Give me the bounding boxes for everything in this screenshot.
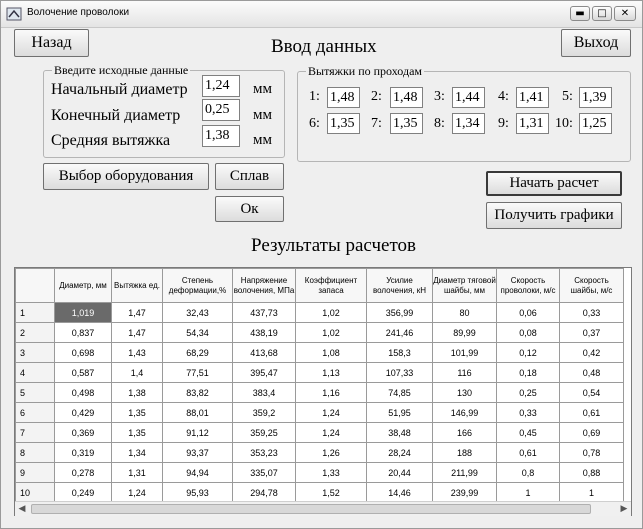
table-cell[interactable]: 211,99: [433, 463, 497, 483]
scroll-right-icon[interactable]: ▶: [620, 504, 628, 514]
final-diameter-label: Конечный диаметр: [51, 107, 181, 124]
pass-2-input[interactable]: 1,48: [390, 87, 423, 108]
minimize-button[interactable]: [570, 6, 590, 21]
table-cell[interactable]: 359,2: [233, 403, 296, 423]
horizontal-scrollbar[interactable]: [15, 501, 631, 516]
ok-button[interactable]: Ок: [215, 196, 284, 222]
pass-2-label: 2:: [371, 89, 382, 104]
pass-5-input[interactable]: 1,39: [579, 87, 612, 108]
input-heading: Ввод данных: [271, 36, 377, 57]
row-header-cell[interactable]: 9: [16, 463, 55, 483]
column-header[interactable]: Диаметр тяговой шайбы, мм: [433, 269, 497, 303]
table-cell[interactable]: 0,249: [55, 483, 112, 503]
table-cell[interactable]: 0,319: [55, 443, 112, 463]
table-header-row: [16, 269, 624, 303]
table-cell[interactable]: 0,33: [560, 303, 624, 323]
table-cell[interactable]: 335,07: [233, 463, 296, 483]
row-header-cell[interactable]: 7: [16, 423, 55, 443]
table-cell[interactable]: 356,99: [367, 303, 433, 323]
table-cell[interactable]: 1,31: [112, 463, 163, 483]
window-title: Волочение проволоки: [27, 7, 130, 18]
app-icon: [6, 6, 22, 22]
column-header[interactable]: Усилие волочения, кН: [367, 269, 433, 303]
final-diameter-unit: мм: [253, 107, 272, 123]
row-header-cell[interactable]: 1: [16, 303, 55, 323]
initial-diameter-input[interactable]: 1,24: [202, 75, 240, 97]
column-header[interactable]: Коэффициент запаса: [296, 269, 367, 303]
results-table: [15, 268, 624, 503]
pass-10-input[interactable]: 1,25: [579, 113, 612, 134]
table-cell[interactable]: 1,24: [296, 423, 367, 443]
table-cell[interactable]: 1,02: [296, 303, 367, 323]
column-header[interactable]: Напряжение волочения, МПа: [233, 269, 296, 303]
table-cell[interactable]: 146,99: [433, 403, 497, 423]
table-cell[interactable]: 0,369: [55, 423, 112, 443]
table-cell[interactable]: 1: [497, 483, 560, 503]
table-cell[interactable]: 0,12: [497, 343, 560, 363]
table-cell[interactable]: 1,13: [296, 363, 367, 383]
table-cell[interactable]: 1,34: [112, 443, 163, 463]
pass-4-input[interactable]: 1,41: [516, 87, 549, 108]
pass-8-input[interactable]: 1,34: [452, 113, 485, 134]
table-cell[interactable]: 0,61: [560, 403, 624, 423]
table-cell[interactable]: 0,48: [560, 363, 624, 383]
initial-diameter-label: Начальный диаметр: [51, 81, 188, 98]
row-header-cell[interactable]: 2: [16, 323, 55, 343]
alloy-button[interactable]: Сплав: [215, 163, 284, 190]
table-cell[interactable]: 188: [433, 443, 497, 463]
column-header[interactable]: Степень деформации,%: [163, 269, 233, 303]
passes-group-legend: Вытяжки по проходам: [308, 64, 422, 78]
table-cell[interactable]: 239,99: [433, 483, 497, 503]
table-cell[interactable]: 116: [433, 363, 497, 383]
row-header-cell[interactable]: 5: [16, 383, 55, 403]
maximize-button[interactable]: [592, 6, 612, 21]
pass-7-input[interactable]: 1,35: [390, 113, 423, 134]
table-cell[interactable]: 94,94: [163, 463, 233, 483]
table-cell[interactable]: 74,85: [367, 383, 433, 403]
input-group-legend: Введите исходные данные: [54, 63, 189, 77]
table-row: [16, 323, 624, 343]
average-drawing-label: Средняя вытяжка: [51, 132, 171, 149]
final-diameter-input[interactable]: 0,25: [202, 99, 240, 121]
table-row: [16, 343, 624, 363]
table-cell[interactable]: 0,33: [497, 403, 560, 423]
table-cell[interactable]: 1,52: [296, 483, 367, 503]
corner-header-cell: [16, 269, 55, 303]
table-cell[interactable]: 1,02: [296, 323, 367, 343]
row-header-cell[interactable]: 8: [16, 443, 55, 463]
table-cell[interactable]: 80: [433, 303, 497, 323]
table-cell[interactable]: 1,38: [112, 383, 163, 403]
table-cell[interactable]: 83,82: [163, 383, 233, 403]
table-cell[interactable]: 1,35: [112, 403, 163, 423]
table-cell[interactable]: 20,44: [367, 463, 433, 483]
scroll-left-icon[interactable]: ◀: [18, 504, 26, 514]
get-graphs-button[interactable]: Получить графики: [486, 202, 622, 229]
table-cell[interactable]: 68,29: [163, 343, 233, 363]
table-cell[interactable]: 77,51: [163, 363, 233, 383]
table-cell[interactable]: 1,16: [296, 383, 367, 403]
column-header[interactable]: Скорость шайбы, м/с: [560, 269, 624, 303]
exit-button[interactable]: Выход: [561, 29, 631, 57]
row-header-cell[interactable]: 10: [16, 483, 55, 503]
table-cell[interactable]: 0,54: [560, 383, 624, 403]
table-cell[interactable]: 0,8: [497, 463, 560, 483]
table-cell[interactable]: 1,24: [296, 403, 367, 423]
table-cell[interactable]: 0,498: [55, 383, 112, 403]
table-cell[interactable]: 359,25: [233, 423, 296, 443]
average-drawing-input[interactable]: 1,38: [202, 125, 240, 147]
minimize-icon: ▬: [575, 8, 585, 19]
results-grid[interactable]: [14, 267, 632, 516]
table-cell[interactable]: 0,06: [497, 303, 560, 323]
pass-3-input[interactable]: 1,44: [452, 87, 485, 108]
table-cell[interactable]: 130: [433, 383, 497, 403]
table-cell[interactable]: 0,25: [497, 383, 560, 403]
table-cell[interactable]: 91,12: [163, 423, 233, 443]
table-cell[interactable]: 166: [433, 423, 497, 443]
table-cell[interactable]: 294,78: [233, 483, 296, 503]
pass-1-label: 1:: [309, 89, 320, 104]
table-row: [16, 423, 624, 443]
table-cell[interactable]: 101,99: [433, 343, 497, 363]
table-row: [16, 443, 624, 463]
table-cell[interactable]: 0,08: [497, 323, 560, 343]
close-icon: ✕: [620, 8, 630, 19]
table-cell[interactable]: 437,73: [233, 303, 296, 323]
table-cell[interactable]: 107,33: [367, 363, 433, 383]
table-cell[interactable]: 413,68: [233, 343, 296, 363]
table-cell[interactable]: 0,837: [55, 323, 112, 343]
table-row: [16, 363, 624, 383]
pass-8-label: 8:: [434, 116, 445, 131]
column-header[interactable]: Диаметр, мм: [55, 269, 112, 303]
table-cell[interactable]: 88,01: [163, 403, 233, 423]
pass-9-label: 9:: [498, 116, 509, 131]
table-cell[interactable]: 353,23: [233, 443, 296, 463]
maximize-icon: □: [597, 8, 607, 19]
table-cell[interactable]: 1,08: [296, 343, 367, 363]
table-cell[interactable]: 395,47: [233, 363, 296, 383]
table-cell[interactable]: 38,48: [367, 423, 433, 443]
table-cell[interactable]: 0,18: [497, 363, 560, 383]
table-cell[interactable]: 241,46: [367, 323, 433, 343]
table-cell[interactable]: 0,78: [560, 443, 624, 463]
pass-6-label: 6:: [309, 116, 320, 131]
table-cell[interactable]: 1,47: [112, 323, 163, 343]
table-cell[interactable]: 95,93: [163, 483, 233, 503]
table-cell[interactable]: 1,43: [112, 343, 163, 363]
table-cell[interactable]: 1: [560, 483, 624, 503]
table-cell[interactable]: 0,278: [55, 463, 112, 483]
pass-10-label: 10:: [555, 116, 573, 131]
table-cell[interactable]: 32,43: [163, 303, 233, 323]
table-cell[interactable]: 0,37: [560, 323, 624, 343]
row-header-cell[interactable]: 6: [16, 403, 55, 423]
pass-6-input[interactable]: 1,35: [327, 113, 360, 134]
table-cell[interactable]: 438,19: [233, 323, 296, 343]
row-header-cell[interactable]: 4: [16, 363, 55, 383]
equipment-select-button[interactable]: Выбор оборудования: [43, 163, 209, 190]
table-cell[interactable]: 0,429: [55, 403, 112, 423]
results-heading: Результаты расчетов: [251, 235, 416, 256]
table-cell[interactable]: 1,019: [55, 303, 112, 323]
pass-1-input[interactable]: 1,48: [327, 87, 360, 108]
close-window-button[interactable]: [614, 6, 636, 21]
table-cell[interactable]: 1,47: [112, 303, 163, 323]
pass-3-label: 3:: [434, 89, 445, 104]
table-cell[interactable]: 0,61: [497, 443, 560, 463]
row-header-cell[interactable]: 3: [16, 343, 55, 363]
column-header[interactable]: Вытяжка ед.: [112, 269, 163, 303]
column-header[interactable]: Скорость проволоки, м/с: [497, 269, 560, 303]
table-cell[interactable]: 51,95: [367, 403, 433, 423]
table-cell[interactable]: 0,88: [560, 463, 624, 483]
pass-9-input[interactable]: 1,31: [516, 113, 549, 134]
table-row: [16, 483, 624, 503]
start-calculation-button[interactable]: Начать расчет: [486, 171, 622, 196]
initial-diameter-unit: мм: [253, 81, 272, 97]
table-cell[interactable]: 158,3: [367, 343, 433, 363]
table-cell[interactable]: 0,587: [55, 363, 112, 383]
table-cell[interactable]: 89,99: [433, 323, 497, 343]
table-cell[interactable]: 0,69: [560, 423, 624, 443]
table-cell[interactable]: 1,4: [112, 363, 163, 383]
table-cell[interactable]: 14,46: [367, 483, 433, 503]
pass-5-label: 5:: [562, 89, 573, 104]
table-cell[interactable]: 383,4: [233, 383, 296, 403]
table-cell[interactable]: 0,698: [55, 343, 112, 363]
table-cell[interactable]: 28,24: [367, 443, 433, 463]
table-cell[interactable]: 0,45: [497, 423, 560, 443]
table-cell[interactable]: 1,33: [296, 463, 367, 483]
table-cell[interactable]: 1,35: [112, 423, 163, 443]
table-cell[interactable]: 93,37: [163, 443, 233, 463]
table-cell[interactable]: 1,24: [112, 483, 163, 503]
average-drawing-unit: мм: [253, 132, 272, 148]
scroll-thumb[interactable]: [31, 504, 591, 514]
table-cell[interactable]: 54,34: [163, 323, 233, 343]
table-row: [16, 403, 624, 423]
table-row: [16, 463, 624, 483]
table-row: [16, 383, 624, 403]
back-button[interactable]: Назад: [14, 29, 89, 57]
table-cell[interactable]: 0,42: [560, 343, 624, 363]
pass-7-label: 7:: [371, 116, 382, 131]
title-bar: [1, 1, 642, 28]
table-row: [16, 303, 624, 323]
pass-4-label: 4:: [498, 89, 509, 104]
table-cell[interactable]: 1,26: [296, 443, 367, 463]
